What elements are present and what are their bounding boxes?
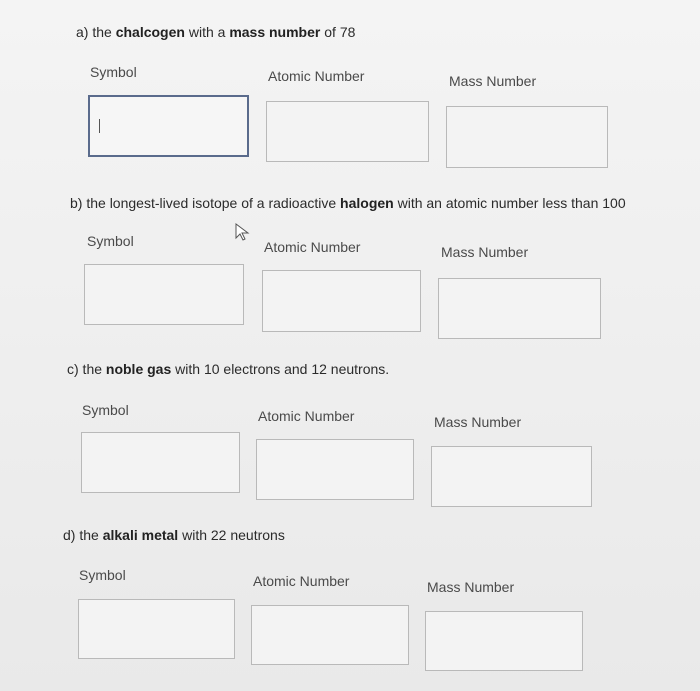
label-atomic-number-b: Atomic Number: [264, 239, 361, 255]
question-d: [63, 527, 285, 543]
question-a-bold2: mass number: [229, 24, 321, 40]
symbol-input-b[interactable]: [84, 264, 244, 325]
question-a-prefix: a) the: [76, 24, 116, 40]
label-mass-number-d: Mass Number: [427, 579, 515, 595]
question-c: [67, 361, 389, 377]
atomic-number-input-d[interactable]: [251, 605, 409, 665]
atomic-number-input-b[interactable]: [262, 270, 421, 332]
label-atomic-number-c: Atomic Number: [258, 408, 355, 424]
question-d-prefix: d) the: [63, 527, 103, 543]
text-caret: [99, 119, 100, 133]
label-mass-number-c: Mass Number: [434, 414, 522, 430]
question-d-middle: with 22 neutrons: [178, 527, 285, 543]
label-symbol-d: Symbol: [79, 567, 126, 583]
symbol-input-a[interactable]: [88, 95, 249, 157]
mass-number-input-b[interactable]: [438, 278, 601, 339]
symbol-input-c[interactable]: [81, 432, 240, 493]
atomic-number-input-c[interactable]: [256, 439, 414, 500]
label-symbol-a: Symbol: [90, 64, 137, 80]
question-b-middle: with an atomic number less than 100: [393, 195, 626, 211]
mass-number-input-c[interactable]: [431, 446, 592, 507]
question-c-middle: with 10 electrons and 12 neutrons.: [171, 361, 390, 377]
mass-number-input-a[interactable]: [446, 106, 608, 168]
question-b-prefix: b) the longest-lived isotope of a radioactive: [70, 195, 341, 211]
label-symbol-c: Symbol: [82, 402, 129, 418]
question-a-middle: with a: [184, 24, 230, 40]
label-atomic-number-d: Atomic Number: [253, 573, 350, 589]
question-c-prefix: c) the: [67, 361, 106, 377]
symbol-input-d[interactable]: [78, 599, 235, 659]
label-atomic-number-a: Atomic Number: [268, 68, 365, 84]
question-b: [70, 195, 626, 211]
question-a-suffix: of 78: [320, 24, 356, 40]
question-a: [76, 24, 355, 40]
question-c-bold: noble gas: [105, 361, 172, 377]
label-mass-number-b: Mass Number: [441, 244, 529, 260]
question-d-bold: alkali metal: [102, 527, 179, 543]
label-mass-number-a: Mass Number: [449, 73, 537, 89]
label-symbol-b: Symbol: [87, 233, 134, 249]
mass-number-input-d[interactable]: [425, 611, 583, 671]
question-b-bold: halogen: [340, 195, 394, 211]
question-a-bold: chalcogen: [115, 24, 185, 40]
atomic-number-input-a[interactable]: [266, 101, 429, 162]
mouse-pointer-icon: [234, 223, 250, 241]
